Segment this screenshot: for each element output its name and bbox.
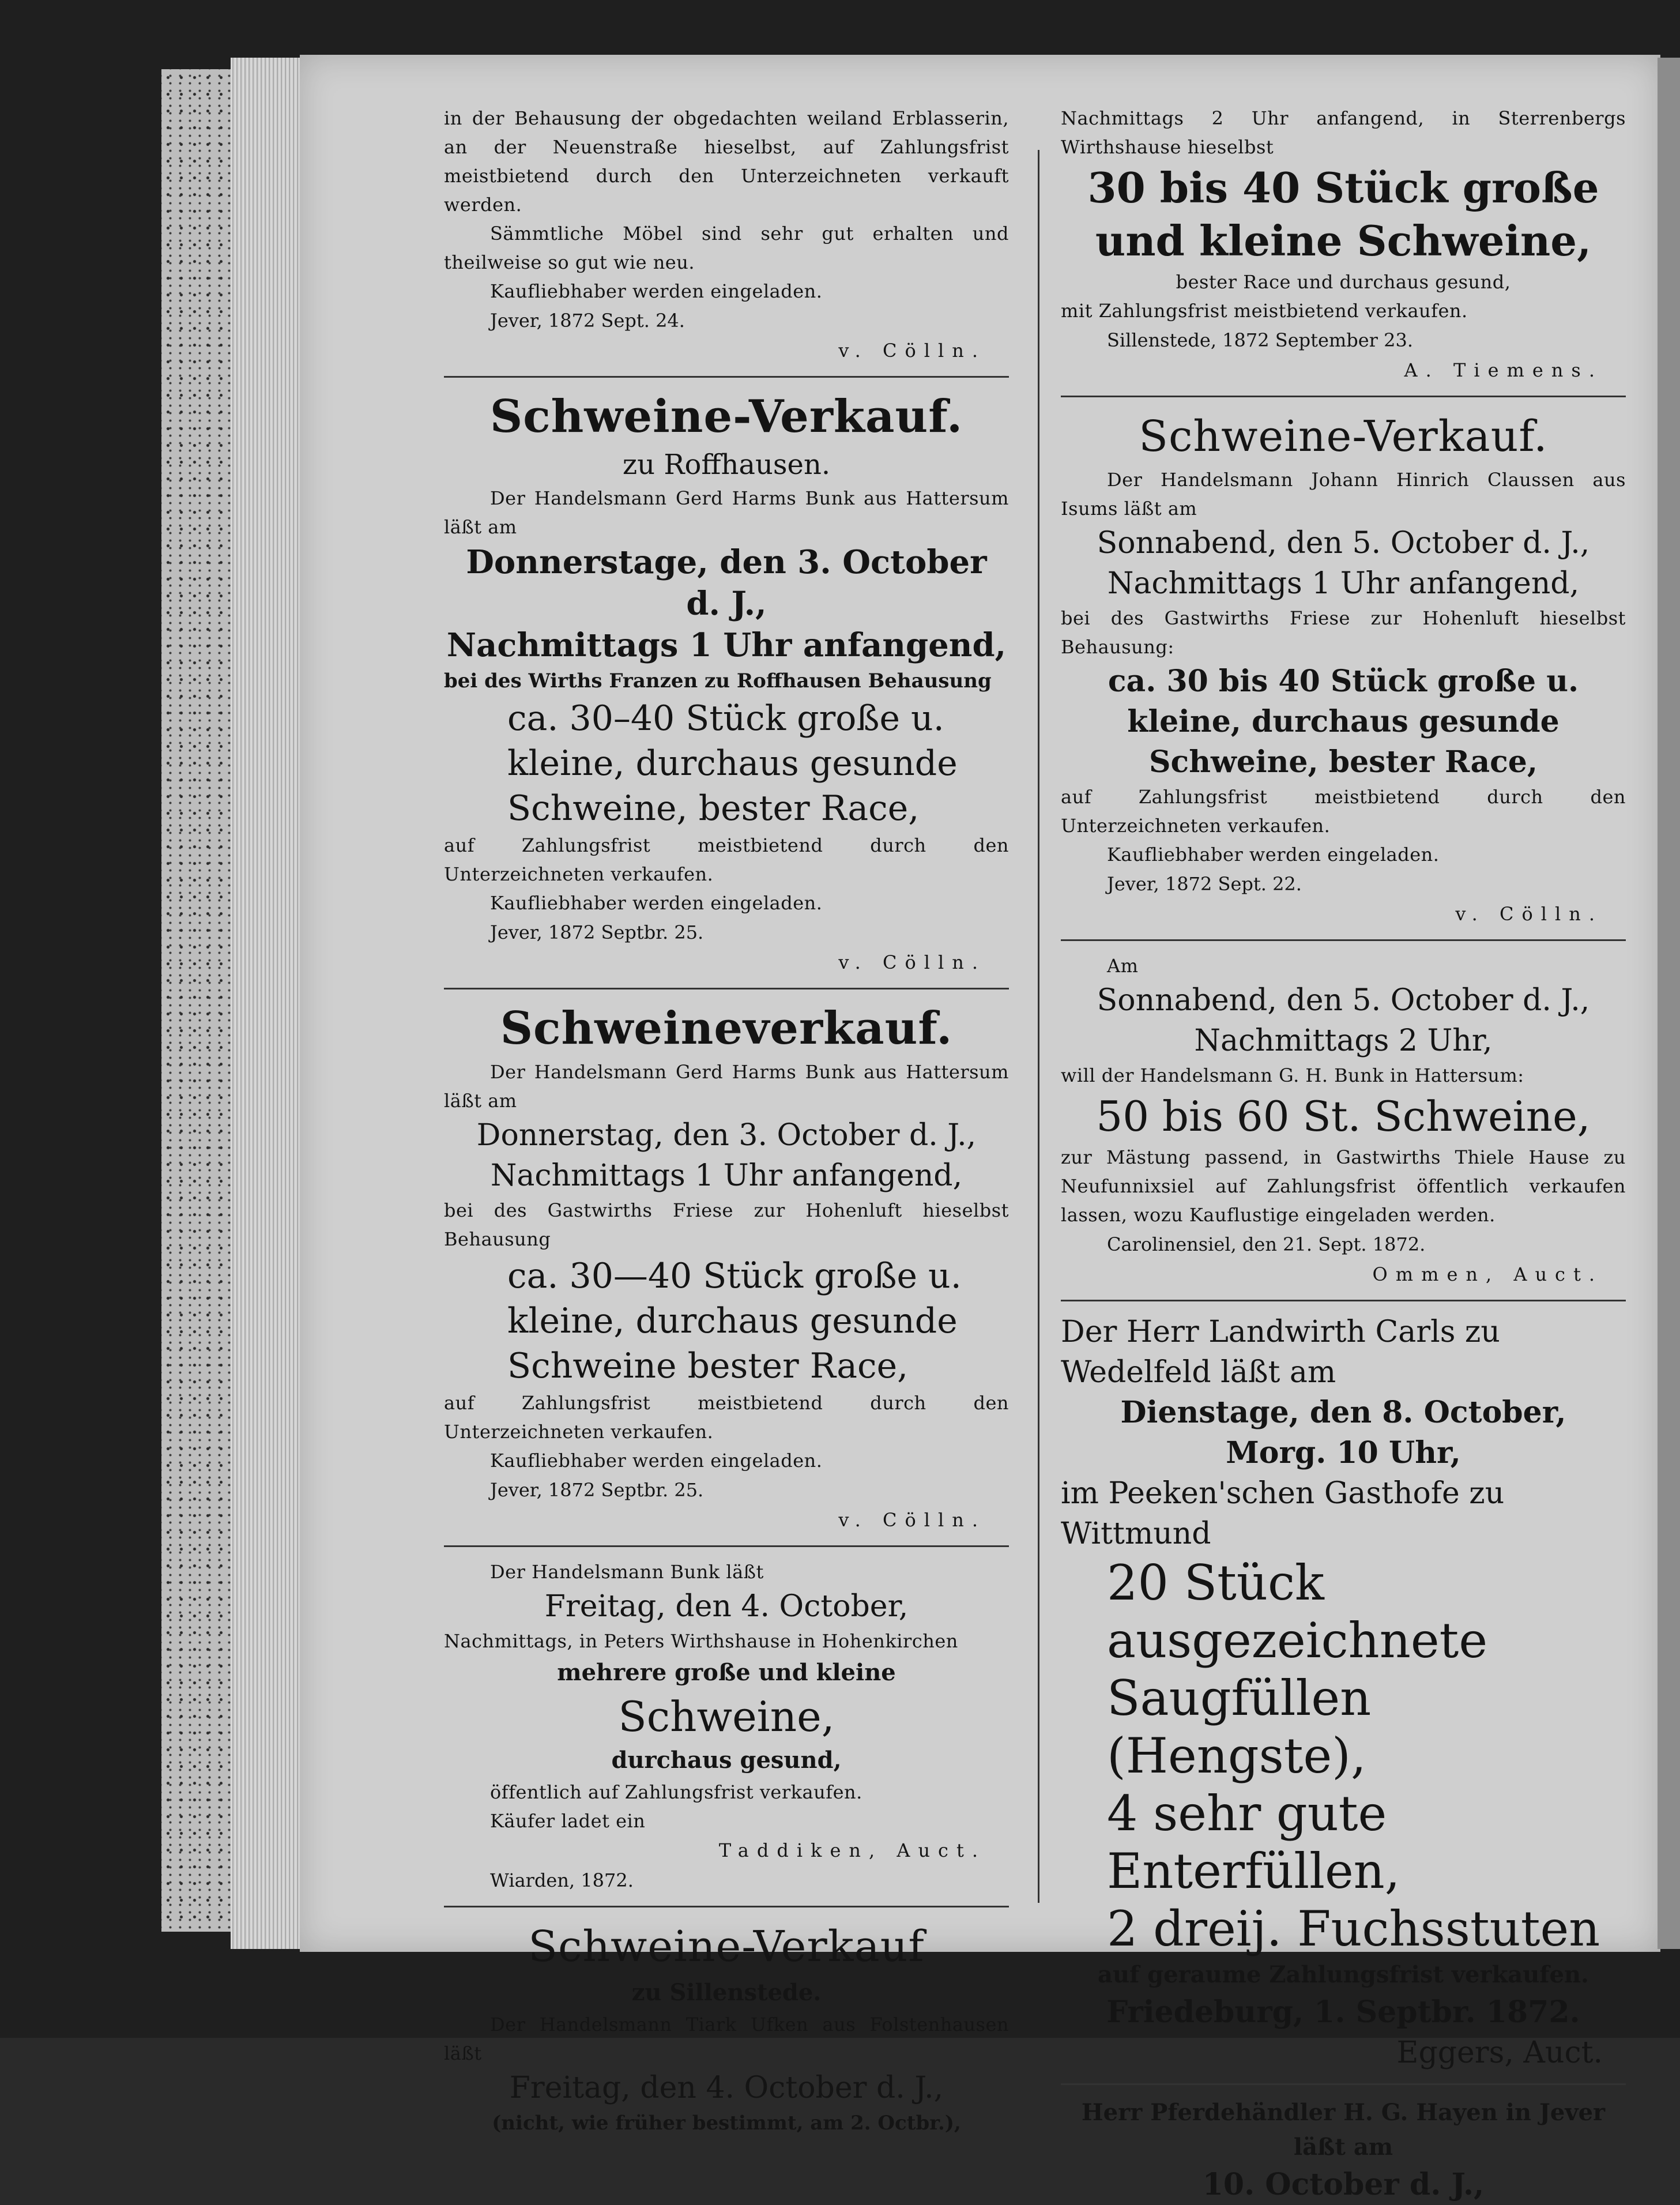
ad-separator bbox=[1061, 2083, 1626, 2085]
ad-offer: 30 bis 40 Stück große und kleine Schweine, bbox=[1087, 163, 1599, 265]
ad-text: Der Handelsmann Gerd Harms Bunk aus Hattersum läßt am bbox=[444, 487, 1009, 538]
ad-separator bbox=[1061, 396, 1626, 397]
ad-signature: v. Cölln. bbox=[838, 340, 986, 362]
ad-bunk-neufunnixsiel bbox=[1061, 951, 1626, 1289]
ad-text: Sämmtliche Möbel sind sehr gut erhalten und theilweise so gut wie neu. bbox=[444, 223, 1009, 273]
ad-text: Kaufliebhaber werden eingeladen. bbox=[490, 1450, 823, 1472]
ad-offer: Schweine, bbox=[618, 1692, 835, 1741]
ad-signature: v. Cölln. bbox=[838, 951, 986, 973]
ad-signature: Taddiken, Auct. bbox=[718, 1839, 986, 1861]
ad-date: Wiarden, 1872. bbox=[490, 1869, 634, 1891]
ad-text: Am bbox=[1107, 955, 1139, 977]
ad-place: bei des Wirths Franzen zu Roffhausen Behausung bbox=[444, 669, 992, 693]
ad-offer: ca. 30 bis 40 Stück große u. kleine, durchaus gesunde Schweine, bester Race, bbox=[1108, 664, 1579, 780]
ad-time: Nachmittags 1 Uhr anfangend, bbox=[490, 1158, 963, 1193]
ad-bunk-hohenkirchen bbox=[444, 1557, 1009, 1895]
ad-text: mehrere große und kleine bbox=[557, 1659, 896, 1686]
ad-text: durchaus gesund, bbox=[611, 1747, 842, 1774]
ad-text: Kaufliebhaber werden eingeladen. bbox=[490, 892, 823, 914]
ad-text: Der Handelsmann Gerd Harms Bunk aus Hattersum läßt am bbox=[444, 1061, 1009, 1112]
ad-terms: mit Zahlungsfrist meistbietend verkaufen. bbox=[1061, 300, 1468, 322]
ad-continuation bbox=[444, 104, 1009, 366]
ad-place: bei des Gastwirths Friese zur Hohenluft hieselbst Behausung: bbox=[1061, 607, 1626, 658]
ad-offer-line: 20 Stück ausgezeichnete bbox=[1107, 1555, 1488, 1669]
column-divider bbox=[1038, 150, 1039, 1903]
ad-text: in der Behausung der obgedachten weiland Erblasserin, an der Neuenstraße hieselbst, auf Zahlungsfrist meistbietend durch den Unterzeichneten verkauft werden. bbox=[444, 107, 1009, 216]
ad-time: Nachmittags 2 Uhr, bbox=[1194, 1024, 1493, 1058]
ad-day: Freitag, den 4. October d. J., bbox=[509, 2071, 944, 2105]
left-column bbox=[444, 104, 1009, 2138]
page-stack-edge bbox=[231, 58, 306, 1949]
ad-text: Käufer ladet ein bbox=[490, 1810, 646, 1832]
ad-schweine-verkauf-sillenstede bbox=[444, 1918, 1009, 2138]
ad-time: Nachmittags 1 Uhr anfangend, bbox=[1107, 566, 1580, 601]
ad-day: Donnerstage, den 3. October d. J., bbox=[466, 543, 987, 623]
ad-date: Carolinensiel, den 21. Sept. 1872. bbox=[1107, 1233, 1426, 1255]
ad-offer: 50 bis 60 St. Schweine, bbox=[1096, 1092, 1591, 1141]
ad-text: Der Herr Landwirth Carls zu Wedelfeld läßt am bbox=[1061, 1315, 1500, 1390]
ad-separator bbox=[1061, 939, 1626, 941]
ad-place: bei des Gastwirths Friese zur Hohenluft hieselbst Behausung bbox=[444, 1199, 1009, 1250]
ad-offer: ca. 30—40 Stück große u. kleine, durchaus gesunde Schweine bester Race, bbox=[507, 1256, 962, 1386]
ad-heading: Schweine-Verkauf. bbox=[1139, 412, 1548, 461]
ad-date: Jever, 1872 Sept. 24. bbox=[490, 310, 685, 332]
ad-place: Nachmittags, in Peters Wirthshause in Hohenkirchen bbox=[444, 1630, 958, 1652]
ad-signature: v. Cölln. bbox=[838, 1509, 986, 1531]
ad-date: Jever, 1872 Septbr. 25. bbox=[490, 1479, 704, 1501]
ad-terms: auf geraume Zahlungsfrist verkaufen. bbox=[1098, 1961, 1589, 1988]
ad-schweine-verkauf-roffhausen bbox=[444, 388, 1009, 977]
ad-separator bbox=[444, 376, 1009, 378]
ad-text: bester Race und durchaus gesund, bbox=[1176, 271, 1511, 293]
ad-carls-wittmund bbox=[1061, 1312, 1626, 2073]
ad-text: Der Handelsmann Tiark Ufken aus Folstenhausen läßt bbox=[444, 2014, 1009, 2064]
ad-place: im Peeken'schen Gasthofe zu Wittmund bbox=[1061, 1476, 1505, 1551]
right-column bbox=[1061, 104, 1626, 2205]
ad-offer-line: 2 dreij. Fuchsstuten bbox=[1107, 1901, 1600, 1957]
ad-terms: auf Zahlungsfrist meistbietend durch den Unterzeichneten verkaufen. bbox=[1061, 786, 1626, 837]
ad-schweine-verkauf-claussen bbox=[1061, 408, 1626, 929]
ad-separator bbox=[1061, 1300, 1626, 1301]
ad-date: Jever, 1872 Sept. 22. bbox=[1107, 873, 1302, 895]
ad-day: 10. October d. J., bbox=[1202, 2167, 1485, 2202]
ad-offer: ca. 30–40 Stück große u. kleine, durchaus gesunde Schweine, bester Race, bbox=[507, 698, 958, 829]
ad-schweineverkauf bbox=[444, 1000, 1009, 1535]
ad-date: Sillenstede, 1872 September 23. bbox=[1107, 329, 1414, 351]
ad-text: Der Handelsmann Bunk läßt bbox=[490, 1561, 764, 1583]
ad-time: Morg. 10 Uhr, bbox=[1226, 1435, 1461, 1470]
ad-sillenstede-continuation bbox=[1061, 104, 1626, 385]
ad-text: Herr Pferdehändler H. G. Hayen in Jever läßt am bbox=[1081, 2099, 1606, 2161]
ad-terms: zur Mästung passend, in Gastwirths Thiele Hause zu Neufunnixsiel auf Zahlungsfrist öffentlich verkaufen lassen, wozu Kauflustige eingeladen werden. bbox=[1061, 1146, 1626, 1226]
ad-text: will der Handelsmann G. H. Bunk in Hattersum: bbox=[1061, 1064, 1524, 1086]
ad-day: Sonnabend, den 5. October d. J., bbox=[1097, 526, 1590, 560]
ad-text: Kaufliebhaber werden eingeladen. bbox=[490, 280, 823, 302]
ad-heading: Schweine-Verkauf. bbox=[489, 390, 963, 443]
ad-date: Friedeburg, 1. Septbr. 1872. bbox=[1106, 1995, 1580, 2030]
ad-note: (nicht, wie früher bestimmt, am 2. Octbr.), bbox=[492, 2112, 961, 2135]
ad-signature: A. Tiemens. bbox=[1404, 359, 1603, 381]
ad-day: Donnerstag, den 3. October d. J., bbox=[476, 1118, 977, 1153]
ad-signature: Eggers, Auct. bbox=[1396, 2035, 1603, 2070]
ad-terms: öffentlich auf Zahlungsfrist verkaufen. bbox=[490, 1781, 862, 1803]
ad-offer-line: 4 sehr gute Enterfüllen, bbox=[1107, 1785, 1400, 1899]
ad-terms: auf Zahlungsfrist meistbietend durch den Unterzeichneten verkaufen. bbox=[444, 1392, 1009, 1443]
ad-terms: auf Zahlungsfrist meistbietend durch den Unterzeichneten verkaufen. bbox=[444, 834, 1009, 885]
ad-date: Jever, 1872 Septbr. 25. bbox=[490, 921, 704, 943]
ad-time: Nachmittags 1 Uhr anfangend, bbox=[446, 626, 1007, 664]
ad-heading: Schweine-Verkauf bbox=[528, 1922, 925, 1971]
ad-separator bbox=[444, 1545, 1009, 1547]
ad-hayen-jever bbox=[1061, 2095, 1626, 2205]
ad-day: Sonnabend, den 5. October d. J., bbox=[1097, 983, 1590, 1018]
right-page-edge bbox=[1658, 58, 1680, 1949]
ad-day: Freitag, den 4. October, bbox=[544, 1589, 909, 1624]
ad-subheading: zu Roffhausen. bbox=[622, 449, 831, 481]
ad-offer-line: Saugfüllen (Hengste), bbox=[1107, 1670, 1372, 1784]
ad-text: Kaufliebhaber werden eingeladen. bbox=[1107, 844, 1440, 866]
ad-separator bbox=[444, 988, 1009, 989]
ad-text: Nachmittags 2 Uhr anfangend, in Sterrenbergs Wirthshause hieselbst bbox=[1061, 107, 1626, 158]
ad-signature: v. Cölln. bbox=[1455, 903, 1603, 925]
ad-separator bbox=[444, 1906, 1009, 1907]
ad-subheading: zu Sillenstede. bbox=[631, 1979, 822, 2006]
ad-heading: Schweineverkauf. bbox=[500, 1002, 953, 1055]
ad-text: Der Handelsmann Johann Hinrich Claussen aus Isums läßt am bbox=[1061, 469, 1626, 520]
ad-signature: Ommen, Auct. bbox=[1372, 1263, 1603, 1285]
ad-day: Dienstage, den 8. October, bbox=[1120, 1395, 1566, 1430]
